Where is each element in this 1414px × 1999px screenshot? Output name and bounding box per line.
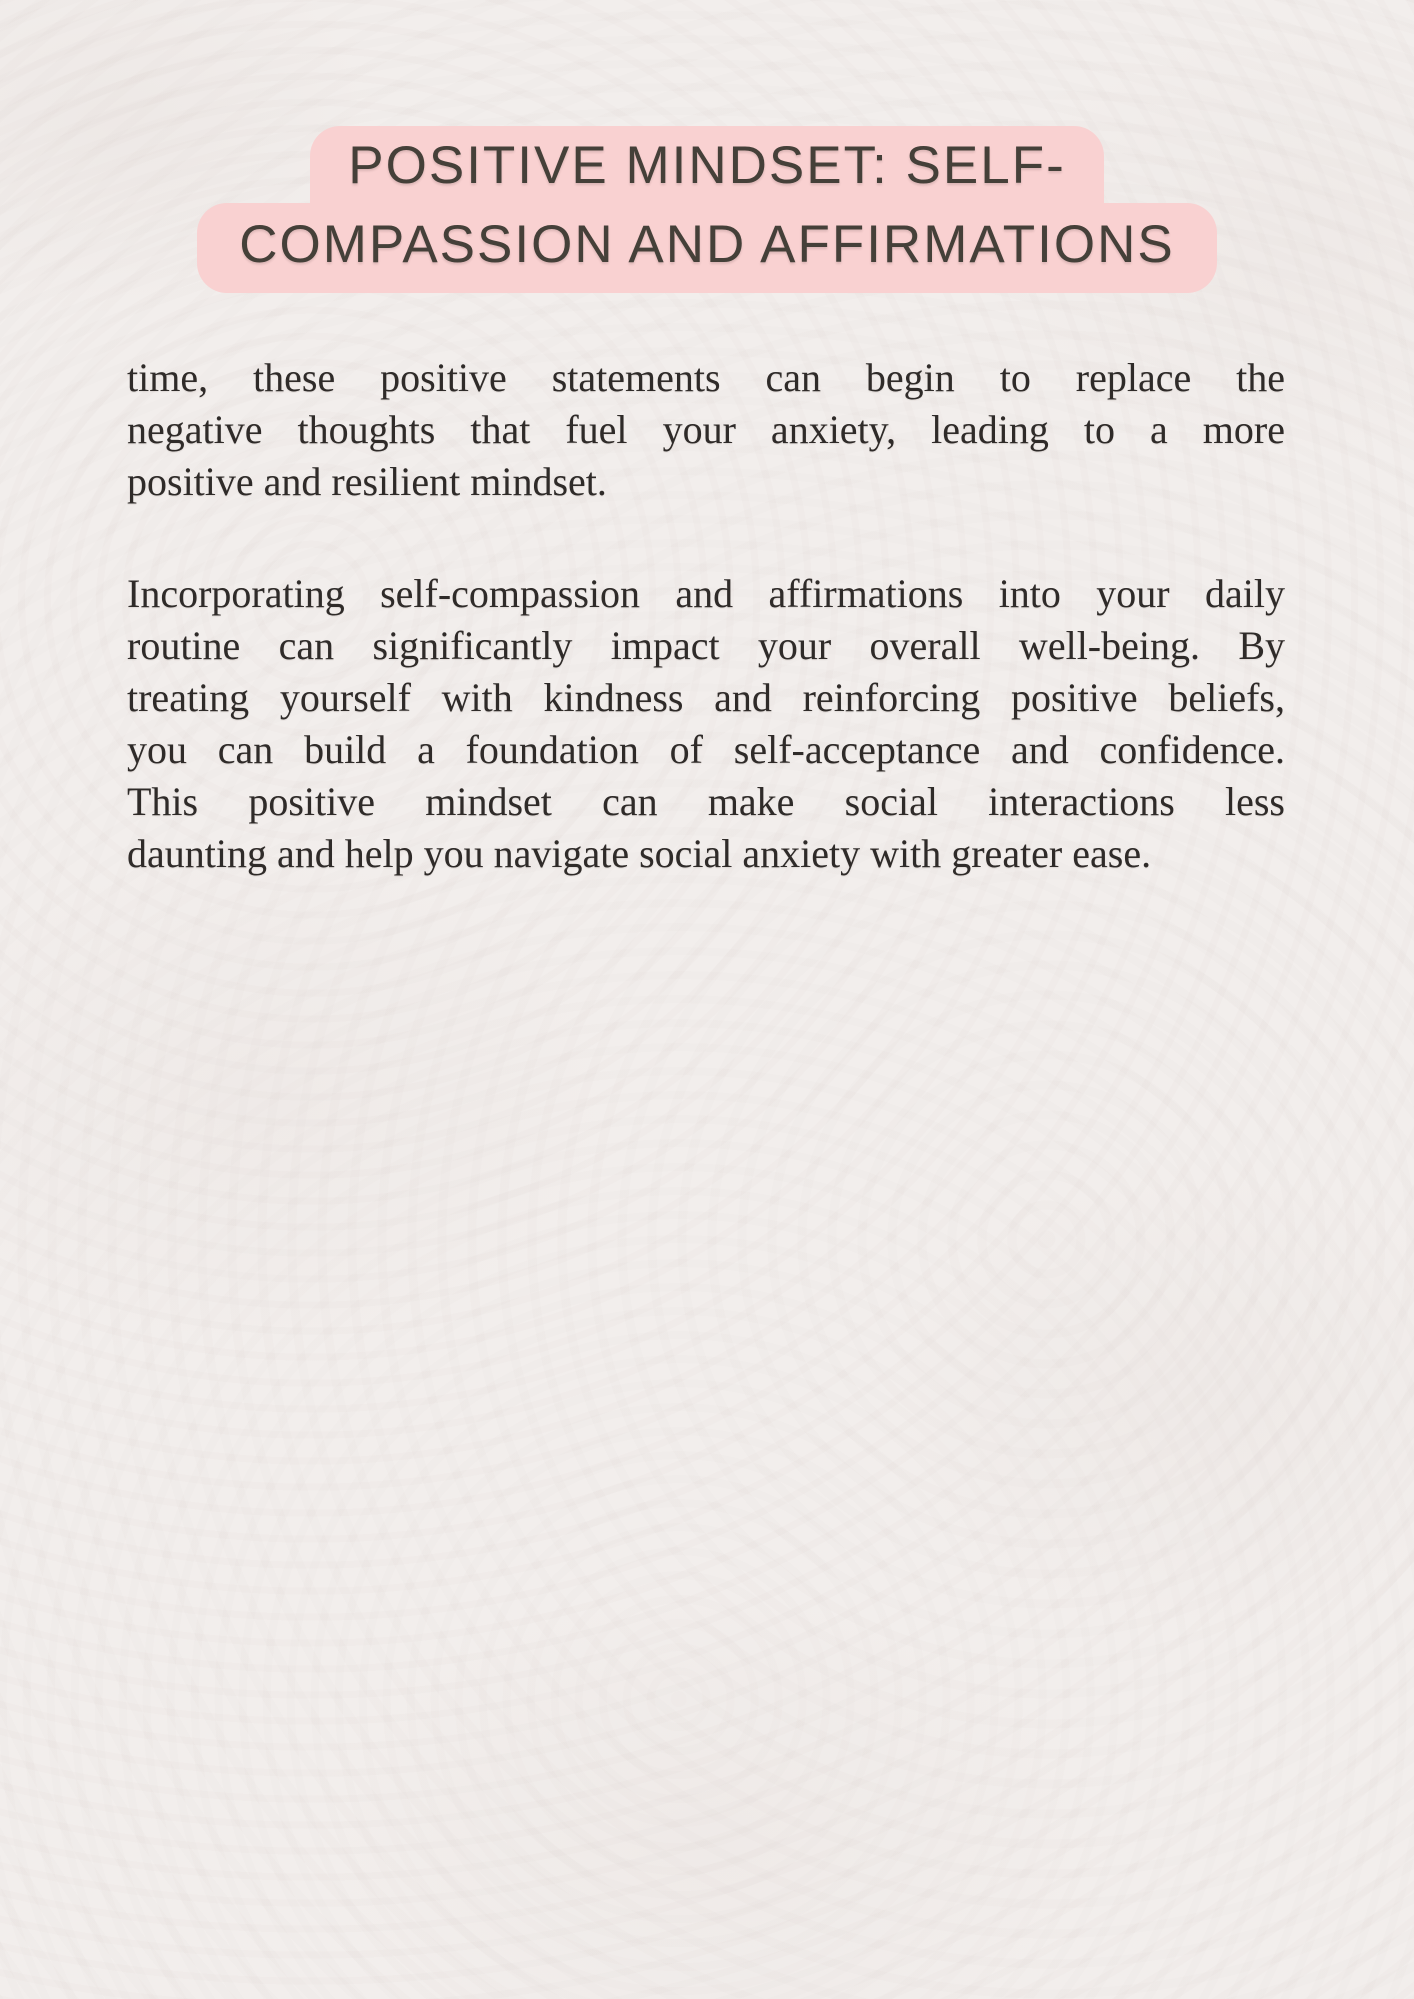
text-line: routine can significantly impact your overall well-being. By	[127, 623, 1285, 668]
text-line: treating yourself with kindness and reinforcing positive beliefs,	[127, 675, 1285, 720]
paragraph-2	[127, 568, 1285, 880]
title-line-2: COMPASSION AND AFFIRMATIONS	[197, 203, 1216, 293]
title-line-1: POSITIVE MINDSET: SELF-	[310, 126, 1103, 203]
text-line: Incorporating self-compassion and affirmations into your daily	[127, 571, 1285, 616]
text-line: time, these positive statements can begin to replace the	[127, 355, 1285, 400]
text-line: positive and resilient mindset.	[127, 459, 607, 504]
body-text	[127, 352, 1285, 880]
text-line: daunting and help you navigate social anxiety with greater ease.	[127, 831, 1152, 876]
text-line: negative thoughts that fuel your anxiety, leading to a more	[127, 407, 1285, 452]
paragraph-1	[127, 352, 1285, 508]
text-line: you can build a foundation of self-acceptance and confidence.	[127, 727, 1285, 772]
page-title	[0, 126, 1414, 293]
text-line: This positive mindset can make social interactions less	[127, 779, 1285, 824]
